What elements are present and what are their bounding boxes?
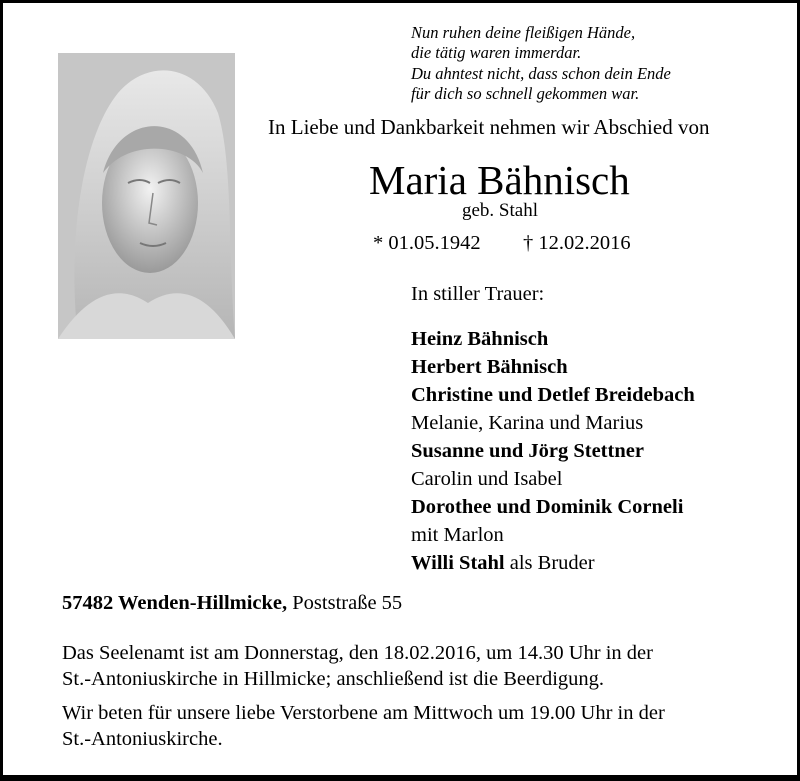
poem-line: für dich so schnell gekommen war. xyxy=(411,83,640,103)
family-entry xyxy=(411,325,695,353)
family-note: mit Marlon xyxy=(411,524,504,546)
family-name: Susanne und Jörg Stettner xyxy=(411,440,644,462)
birth-date: * 01.05.1942 xyxy=(373,232,481,254)
maiden-name: geb. Stahl xyxy=(462,200,538,221)
family-name: Christine und Detlef Breidebach xyxy=(411,384,695,406)
family-note: als Bruder xyxy=(504,552,595,574)
prayer-paragraph xyxy=(62,701,665,752)
family-entry xyxy=(411,353,695,381)
family-entry xyxy=(411,409,695,437)
family-list xyxy=(411,325,695,577)
poem-line: Du ahntest nicht, dass schon dein Ende xyxy=(411,63,671,83)
service-paragraph xyxy=(62,641,653,692)
family-name: Willi Stahl xyxy=(411,552,505,574)
family-name: Dorothee und Dominik Corneli xyxy=(411,496,684,518)
poem-line: die tätig waren immerdar. xyxy=(411,43,582,63)
family-entry xyxy=(411,493,695,521)
family-entry xyxy=(411,521,695,549)
obituary-notice xyxy=(3,3,797,775)
poem xyxy=(411,23,671,104)
address xyxy=(62,591,402,615)
intro-text: In Liebe und Dankbarkeit nehmen wir Abschied von xyxy=(268,115,710,139)
deceased-name: Maria Bähnisch xyxy=(369,157,630,203)
poem-line: Nun ruhen deine fleißigen Hände, xyxy=(411,23,636,42)
family-note: Carolin und Isabel xyxy=(411,468,563,490)
paragraph-line: St.-Antoniuskirche. xyxy=(62,727,223,750)
paragraph-line: Wir beten für unsere liebe Verstorbene am Mittwoch um 19.00 Uhr in der xyxy=(62,702,665,724)
family-note: Melanie, Karina und Marius xyxy=(411,412,644,434)
family-entry xyxy=(411,549,695,577)
family-name: Heinz Bähnisch xyxy=(411,328,549,350)
family-entry xyxy=(411,437,695,465)
madonna-image xyxy=(58,53,235,339)
paragraph-line: St.-Antoniuskirche in Hillmicke; anschließend ist die Beerdigung. xyxy=(62,667,605,690)
family-entry xyxy=(411,465,695,493)
death-date: † 12.02.2016 xyxy=(523,232,631,254)
address-place: 57482 Wenden-Hillmicke, xyxy=(62,592,288,614)
address-street: Poststraße 55 xyxy=(287,592,403,614)
mourning-label: In stiller Trauer: xyxy=(411,283,545,305)
family-name: Herbert Bähnisch xyxy=(411,356,568,378)
family-entry xyxy=(411,381,695,409)
paragraph-line: Das Seelenamt ist am Donnerstag, den 18.02.2016, um 14.30 Uhr in der xyxy=(62,642,653,664)
